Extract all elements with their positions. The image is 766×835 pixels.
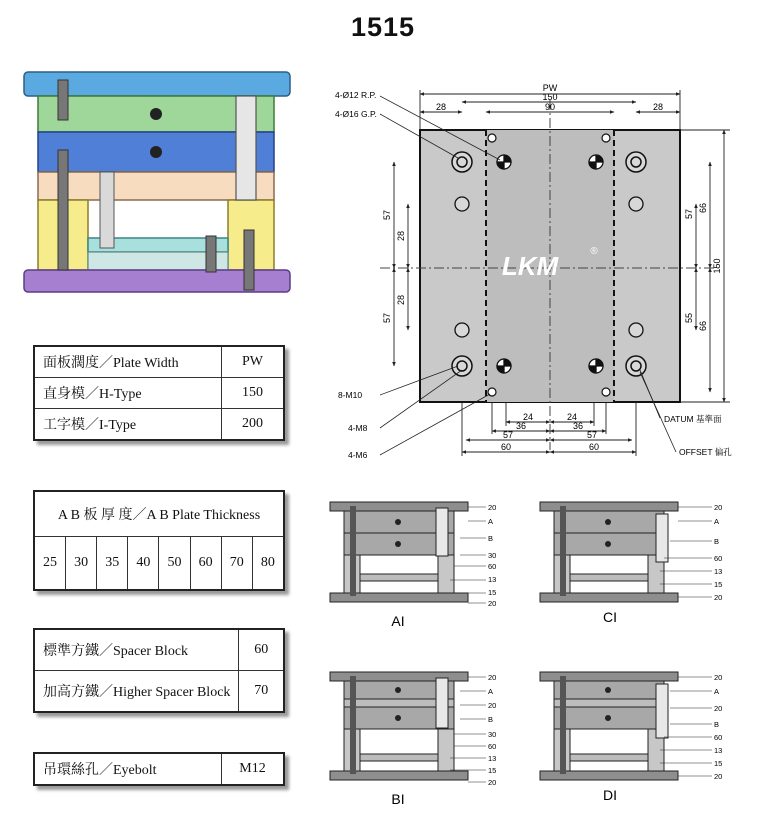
section-di-label-7: 15	[714, 759, 723, 768]
section-bi-label-9: 20	[488, 778, 497, 787]
table-row	[34, 629, 284, 671]
table-row	[34, 753, 284, 785]
section-di-label-6: 13	[714, 746, 723, 755]
dim-bottom-57-left: 57	[502, 430, 514, 440]
section-di-label-8: 20	[714, 772, 723, 781]
dim-right-66-bottom: 66	[698, 320, 708, 332]
table-cell-label: 吊環絲孔／Eyebolt	[34, 753, 222, 785]
section-bi-label-6: 60	[488, 742, 497, 751]
section-ci-label-7: 20	[714, 593, 723, 602]
section-ai	[330, 502, 468, 602]
table-cell-label: 工字模／I-Type	[34, 409, 222, 441]
dim-bottom-24-left: 24	[522, 412, 534, 422]
table-row	[34, 346, 284, 378]
table-cell-value: 150	[222, 378, 285, 409]
table-row	[34, 409, 284, 441]
section-ci-label-6: 15	[714, 580, 723, 589]
table-cell-label: 加高方鐵／Higher Spacer Block	[34, 671, 239, 713]
table-cell-value: M12	[222, 753, 285, 785]
section-ci-label-4: 60	[714, 554, 723, 563]
table-row	[34, 671, 284, 713]
table-cell-value: 200	[222, 409, 285, 441]
dim-bottom-36-left: 36	[515, 421, 527, 431]
page-title: 1515	[350, 12, 416, 42]
dim-right-66-top: 66	[698, 202, 708, 214]
dim-bottom-57-right: 57	[586, 430, 598, 440]
dim-pw: PW	[542, 83, 558, 93]
section-di-label-1: 20	[714, 673, 723, 682]
thickness-value: 40	[128, 537, 159, 591]
dim-bottom-60-right: 60	[588, 442, 600, 452]
section-ai-title: AI	[391, 613, 405, 629]
section-ci-title: CI	[603, 609, 617, 625]
section-ci-label-2: A	[714, 517, 720, 526]
section-ai-label-2: A	[488, 517, 494, 526]
registered-mark: ®	[590, 246, 598, 257]
plate-width-table	[33, 345, 285, 441]
dim-28-right: 28	[652, 102, 664, 112]
section-ai-label-6: 13	[488, 575, 497, 584]
table-header: A B 板 厚 度／A B Plate Thickness	[34, 491, 284, 537]
section-ai-label-8: 20	[488, 599, 497, 608]
thickness-value: 30	[66, 537, 97, 591]
label-m10: 8-M10	[338, 390, 363, 400]
spacer-block-table	[33, 628, 285, 713]
table-cell-label: 標準方鐵／Spacer Block	[34, 629, 239, 671]
section-bi-title: BI	[391, 791, 405, 807]
brand-watermark: LKM	[501, 251, 559, 281]
dim-right-55: 55	[684, 312, 694, 324]
section-di	[540, 672, 678, 780]
section-di-label-3: 20	[714, 704, 723, 713]
section-ai-label-1: 20	[488, 503, 497, 512]
dim-left-57-top: 57	[382, 209, 392, 221]
dim-bottom-60-left: 60	[500, 442, 512, 452]
table-row	[34, 537, 284, 591]
section-bi	[330, 672, 468, 780]
dim-28-left: 28	[435, 102, 447, 112]
thickness-value: 25	[34, 537, 66, 591]
dim-right-150: 150	[712, 258, 722, 274]
dim-right-57: 57	[684, 208, 694, 220]
section-bi-label-3: 20	[488, 701, 497, 710]
section-ci-label-3: B	[714, 537, 720, 546]
thickness-value: 35	[97, 537, 128, 591]
section-bi-label-5: 30	[488, 730, 497, 739]
thickness-value: 60	[190, 537, 221, 591]
dim-bottom-24-right: 24	[566, 412, 578, 422]
dim-90: 90	[544, 102, 556, 112]
section-bi-label-2: A	[488, 687, 494, 696]
section-bi-label-8: 15	[488, 766, 497, 775]
dim-left-28-top: 28	[396, 230, 406, 242]
section-ci-label-5: 13	[714, 567, 723, 576]
dim-left-28-bottom: 28	[396, 294, 406, 306]
section-di-title: DI	[603, 787, 617, 803]
section-ai-label-7: 15	[488, 588, 497, 597]
label-datum: DATUM 基準面	[664, 414, 722, 424]
section-bi-label-7: 13	[488, 754, 497, 763]
dim-bottom-36-right: 36	[572, 421, 584, 431]
label-offset: OFFSET 偏孔	[679, 447, 732, 457]
section-di-label-5: 60	[714, 733, 723, 742]
dim-left-57-bottom: 57	[382, 312, 392, 324]
label-guide-pin: 4-Ø16 G.P.	[335, 109, 377, 119]
table-cell-label: 直身模／H-Type	[34, 378, 222, 409]
plan-view	[335, 83, 732, 460]
table-header-row	[34, 491, 284, 537]
label-m6: 4-M6	[348, 450, 368, 460]
table-cell-label: 面板濶度／Plate Width	[34, 346, 222, 378]
label-return-pin: 4-Ø12 R.P.	[335, 90, 377, 100]
section-bi-label-1: 20	[488, 673, 497, 682]
section-bi-label-4: B	[488, 715, 494, 724]
section-ai-label-3: B	[488, 534, 494, 543]
table-cell-value: PW	[222, 346, 285, 378]
thickness-value: 80	[252, 537, 284, 591]
ab-plate-thickness-table	[33, 490, 285, 591]
table-cell-value: 70	[239, 671, 284, 713]
section-ai-label-4: 30	[488, 551, 497, 560]
thickness-value: 50	[159, 537, 190, 591]
section-ci	[540, 502, 678, 602]
section-ai-label-5: 60	[488, 562, 497, 571]
label-m8: 4-M8	[348, 423, 368, 433]
mold-assembly-illustration	[24, 72, 290, 292]
eyebolt-table	[33, 752, 285, 786]
section-di-label-2: A	[714, 687, 720, 696]
table-row	[34, 378, 284, 409]
section-ci-label-1: 20	[714, 503, 723, 512]
dim-150-top: 150	[542, 92, 558, 102]
table-cell-value: 60	[239, 629, 284, 671]
thickness-value: 70	[221, 537, 252, 591]
section-di-label-4: B	[714, 720, 720, 729]
